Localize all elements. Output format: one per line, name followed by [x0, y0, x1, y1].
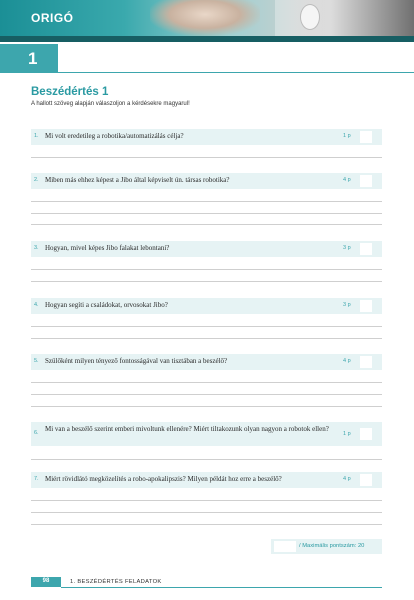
total-score-field[interactable] [274, 541, 296, 552]
score-box[interactable] [360, 474, 372, 486]
question-row [31, 422, 382, 446]
question-text: Szülőként milyen tényező fontosságával van tisztában a beszélő? [45, 357, 228, 365]
answer-line[interactable] [31, 406, 382, 407]
question-points: 3 p [343, 302, 351, 308]
answer-line[interactable] [31, 224, 382, 225]
score-box[interactable] [360, 428, 372, 440]
footer-line [61, 587, 382, 588]
question-text: Mi volt eredetileg a robotika/automatizálás célja? [45, 132, 184, 140]
answer-line[interactable] [31, 512, 382, 513]
brand-logo-text: ORIGÓ [31, 11, 74, 25]
question-points: 1 p [343, 133, 351, 139]
score-box[interactable] [360, 300, 372, 312]
footer-section-label: 1. BESZÉDÉRTÉS FELADATOK [70, 579, 162, 585]
question-number: 2. [34, 177, 39, 183]
header-photo-robot-scene [275, 0, 414, 36]
question-number: 6. [34, 430, 39, 436]
section-title: Beszédértés 1 [31, 86, 109, 98]
question-points: 1 p [343, 431, 351, 437]
question-number: 7. [34, 476, 39, 482]
answer-line[interactable] [31, 201, 382, 202]
question-row [31, 298, 382, 314]
answer-line[interactable] [31, 338, 382, 339]
answer-line[interactable] [31, 382, 382, 383]
header-dark-band [0, 36, 414, 42]
question-row [31, 173, 382, 189]
answer-line[interactable] [31, 326, 382, 327]
answer-line[interactable] [31, 213, 382, 214]
question-row [31, 129, 382, 145]
question-number: 1. [34, 133, 39, 139]
score-box[interactable] [360, 243, 372, 255]
question-points: 4 p [343, 177, 351, 183]
max-score-label: / Maximális pontszám: 20 [299, 543, 365, 549]
question-number: 5. [34, 358, 39, 364]
question-row [31, 472, 382, 488]
unit-number: 1 [28, 49, 38, 68]
page-number-badge [31, 577, 61, 587]
max-score-box [271, 539, 382, 554]
score-box[interactable] [360, 356, 372, 368]
unit-divider [58, 72, 414, 73]
answer-line[interactable] [31, 157, 382, 158]
page-number: 98 [42, 578, 50, 584]
question-number: 3. [34, 245, 39, 251]
question-text: Hogyan segíti a családokat, orvosokat Jibo? [45, 301, 168, 309]
question-points: 3 p [343, 245, 351, 251]
robot-icon [300, 4, 320, 30]
question-text: Mi van a beszélő szerint emberi mivoltunk ellenére? Miért tiltakozunk olyan nagyon a robotok ellen? [45, 425, 329, 433]
unit-number-block [0, 44, 58, 73]
question-text: Hogyan, mivel képes Jibo falakat lebontani? [45, 244, 170, 252]
question-row [31, 354, 382, 370]
section-instruction: A hallott szöveg alapján válaszoljon a kérdésekre magyarul! [31, 101, 190, 107]
answer-line[interactable] [31, 524, 382, 525]
header-photo-people [150, 0, 260, 36]
score-box[interactable] [360, 131, 372, 143]
answer-line[interactable] [31, 394, 382, 395]
answer-line[interactable] [31, 500, 382, 501]
header-banner [0, 0, 414, 36]
question-number: 4. [34, 302, 39, 308]
question-text: Miért rövidlátó megközelítés a robo-apokalipszis? Milyen példát hoz erre a beszélő? [45, 475, 282, 483]
score-box[interactable] [360, 175, 372, 187]
question-row [31, 241, 382, 257]
question-text: Miben más ehhez képest a Jibo által képviselt ún. társas robotika? [45, 176, 230, 184]
question-points: 4 p [343, 476, 351, 482]
answer-line[interactable] [31, 459, 382, 460]
question-points: 4 p [343, 358, 351, 364]
answer-line[interactable] [31, 281, 382, 282]
answer-line[interactable] [31, 269, 382, 270]
